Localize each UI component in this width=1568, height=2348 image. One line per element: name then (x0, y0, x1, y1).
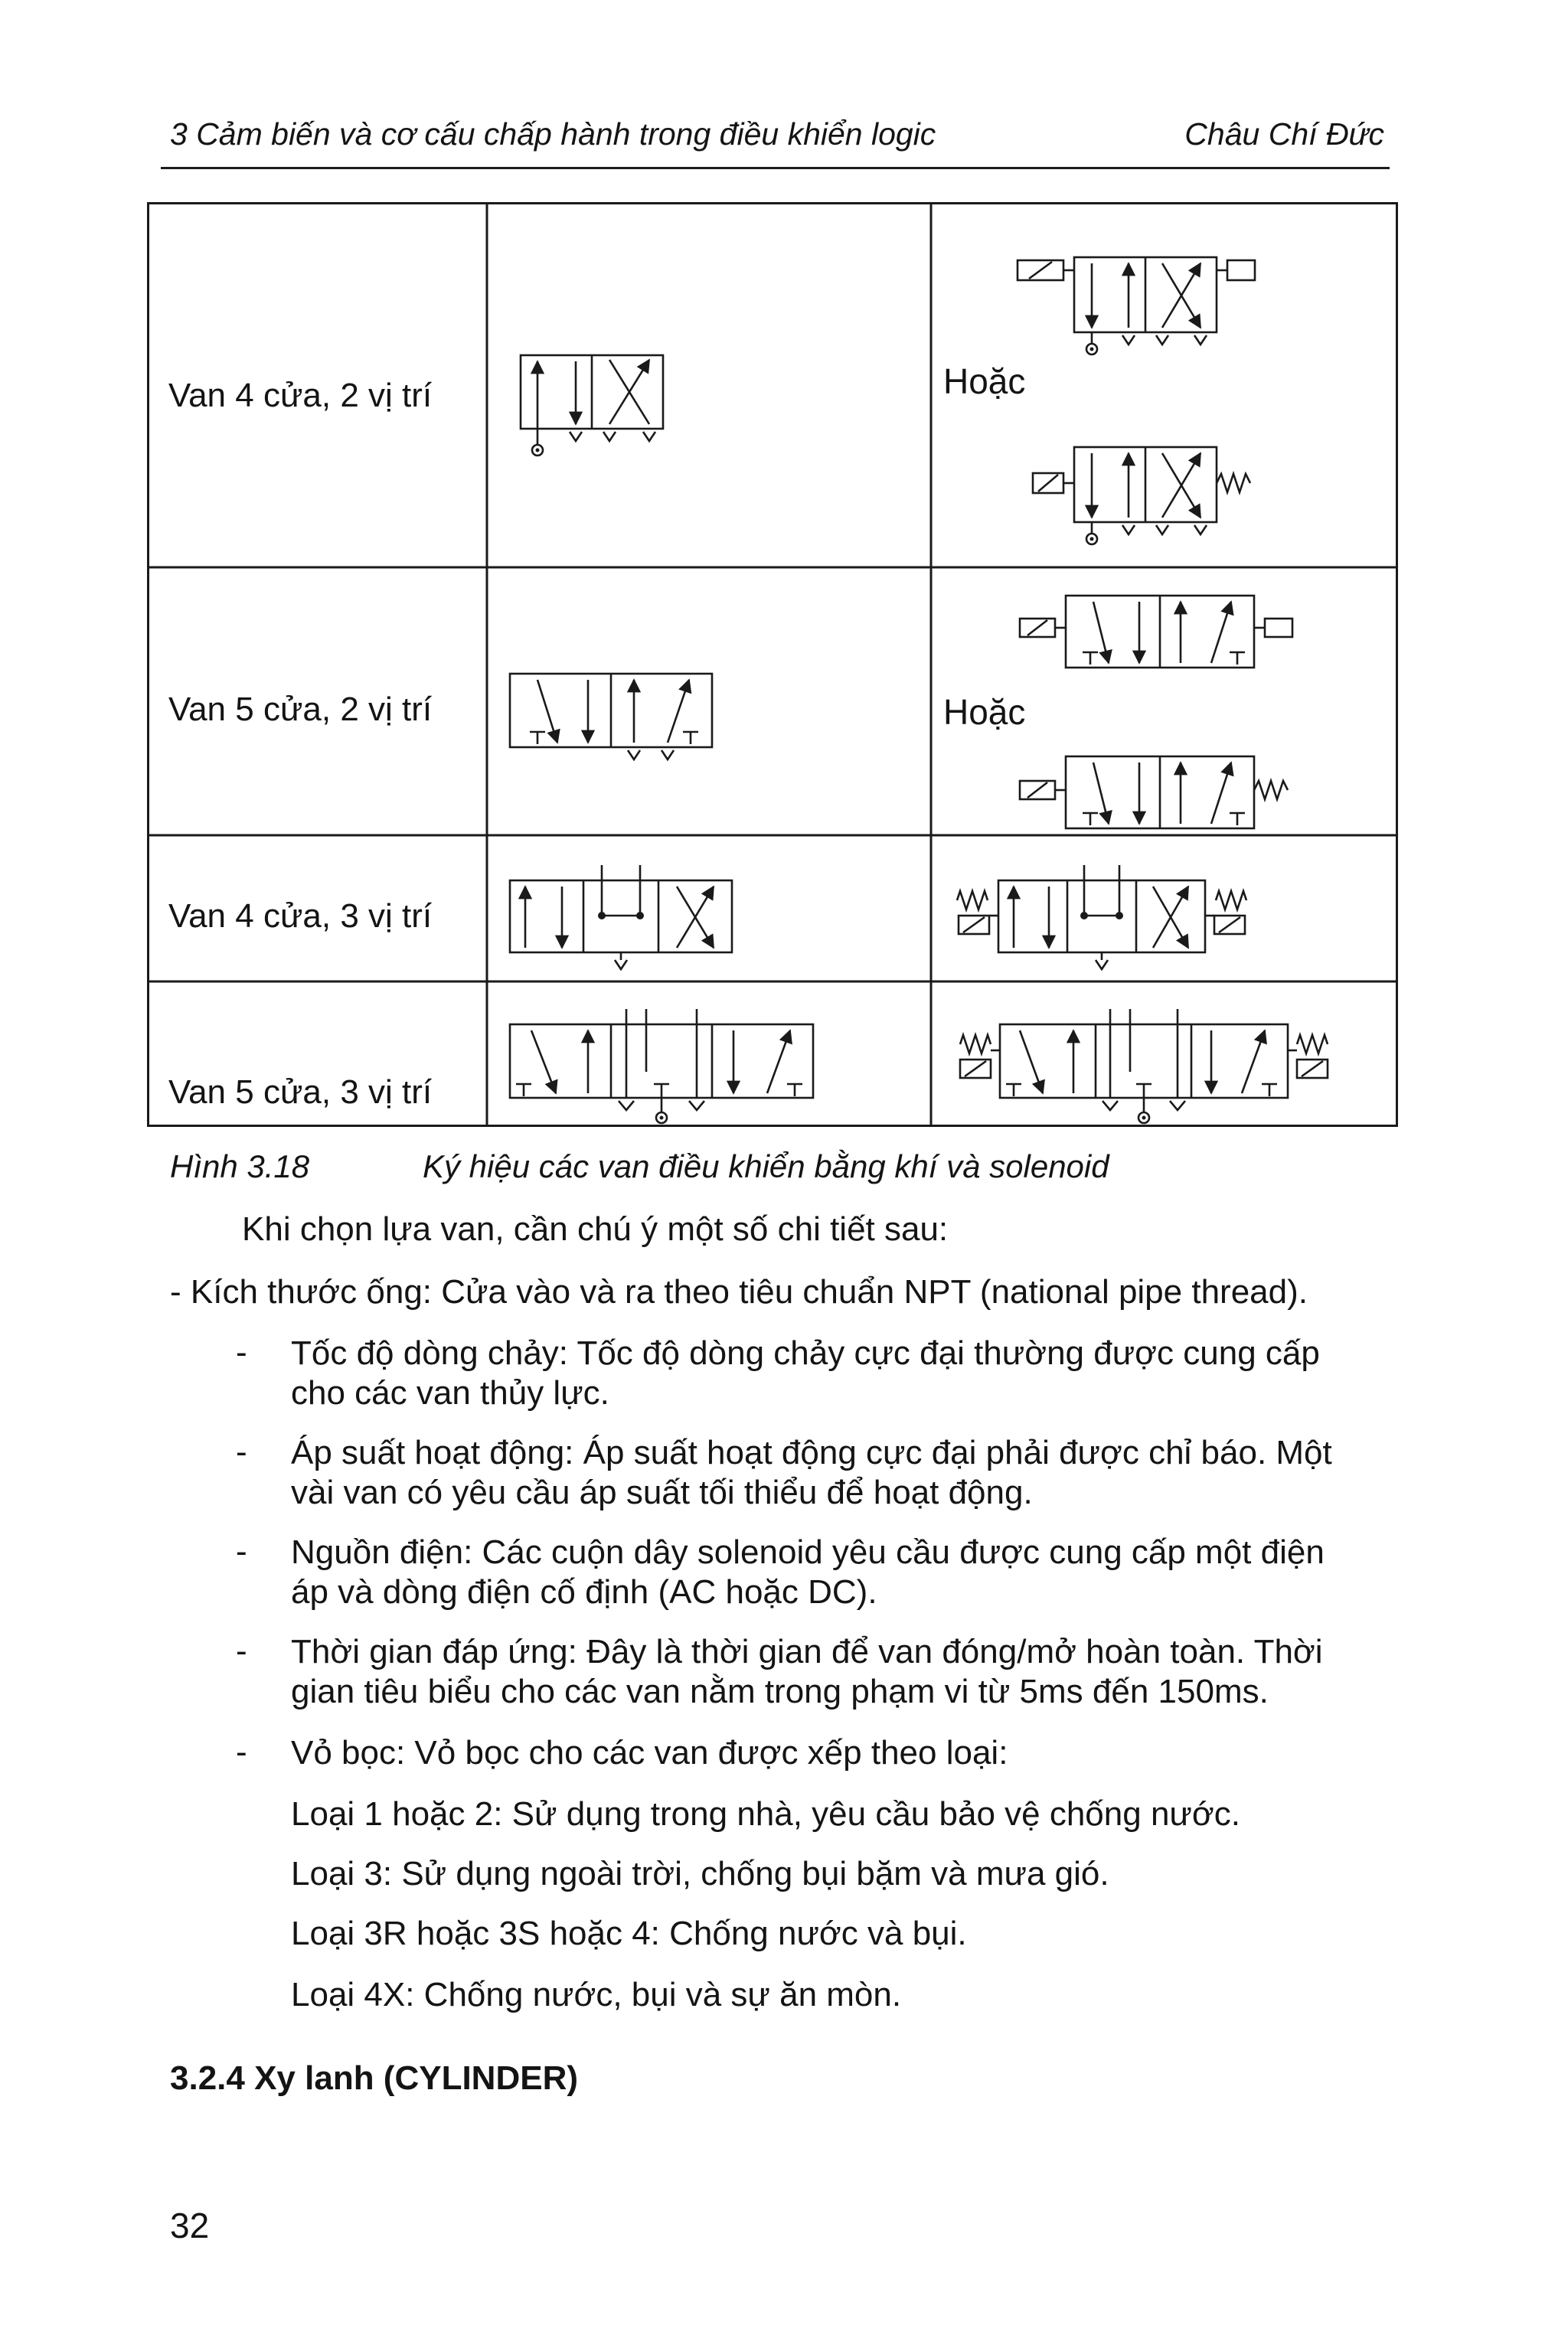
valve-5-3-solenoid-spring-symbol (960, 1009, 1328, 1123)
valve-4-2-solenoid-spring-symbol (1033, 447, 1250, 544)
valve-label-4port-2pos: Van 4 cửa, 2 vị trí (168, 377, 433, 414)
valve-table-grid (147, 202, 1398, 1127)
item-pipe-size: - Kích thước ống: Cửa vào và ra theo tiêu chuẩn NPT (national pipe thread). (170, 1273, 1308, 1311)
valve-4-3-solenoid-spring-symbol (957, 865, 1246, 969)
page-number: 32 (170, 2206, 210, 2245)
valve-4-3-symbol (510, 865, 732, 969)
bullet-flow-rate-line2: cho các van thủy lực. (291, 1374, 609, 1412)
valve-5-3-symbol (510, 1009, 813, 1123)
running-header-author: Châu Chí Đức (1184, 116, 1384, 152)
or-label-row1: Hoặc (943, 361, 1026, 401)
bullet-pressure-line2: vài van có yêu cầu áp suất tối thiểu để hoạt động. (291, 1474, 1033, 1511)
figure-caption: Ký hiệu các van điều khiển bằng khí và solenoid (423, 1148, 1109, 1184)
enclosure-type-4x: Loại 4X: Chống nước, bụi và sự ăn mòn. (291, 1976, 902, 2013)
bullet-pressure-line1: Áp suất hoạt động: Áp suất hoạt động cực đại phải được chỉ báo. Một (291, 1434, 1332, 1471)
valve-label-5port-3pos: Van 5 cửa, 3 vị trí (168, 1073, 433, 1111)
section-heading: 3.2.4 Xy lanh (CYLINDER) (170, 2059, 579, 2097)
valve-label-4port-3pos: Van 4 cửa, 3 vị trí (168, 897, 433, 935)
valve-label-5port-2pos: Van 5 cửa, 2 vị trí (168, 691, 433, 728)
bullet-response-time-line1: Thời gian đáp ứng: Đây là thời gian để van đóng/mở hoàn toàn. Thời (291, 1633, 1323, 1670)
valve-4-2-symbol (521, 355, 663, 456)
enclosure-type-1-2: Loại 1 hoặc 2: Sử dụng trong nhà, yêu cầu bảo vệ chống nước. (291, 1795, 1240, 1833)
figure-number: Hình 3.18 (170, 1148, 310, 1184)
enclosure-type-3r-3s-4: Loại 3R hoặc 3S hoặc 4: Chống nước và bụi. (291, 1915, 967, 1952)
bullet-power-line1: Nguồn điện: Các cuộn dây solenoid yêu cầu được cung cấp một điện (291, 1533, 1325, 1571)
or-label-row2: Hoặc (943, 692, 1026, 732)
valve-symbol-table (147, 202, 1398, 1127)
valve-5-2-double-solenoid-symbol (1020, 596, 1292, 668)
running-header-title: 3 Cảm biến và cơ cấu chấp hành trong điều khiển logic (170, 116, 936, 152)
bullet-dash: - (236, 1533, 247, 1570)
valve-4-2-double-solenoid-symbol (1018, 257, 1255, 354)
enclosure-type-3: Loại 3: Sử dụng ngoài trời, chống bụi bặm và mưa gió. (291, 1855, 1109, 1892)
header-rule (161, 167, 1390, 169)
bullet-response-time-line2: gian tiêu biểu cho các van nằm trong phạm vi từ 5ms đến 150ms. (291, 1673, 1269, 1710)
bullet-dash: - (236, 1733, 247, 1771)
valve-5-2-symbol (510, 674, 712, 759)
valve-5-2-solenoid-spring-symbol (1020, 756, 1288, 828)
bullet-dash: - (236, 1433, 247, 1471)
intro-paragraph: Khi chọn lựa van, cần chú ý một số chi tiết sau: (242, 1210, 949, 1248)
bullet-dash: - (236, 1334, 247, 1371)
bullet-flow-rate-line1: Tốc độ dòng chảy: Tốc độ dòng chảy cực đại thường được cung cấp (291, 1334, 1320, 1372)
bullet-power-line2: áp và dòng điện cố định (AC hoặc DC). (291, 1573, 877, 1611)
bullet-enclosure: Vỏ bọc: Vỏ bọc cho các van được xếp theo loại: (291, 1734, 1008, 1772)
bullet-dash: - (236, 1632, 247, 1670)
